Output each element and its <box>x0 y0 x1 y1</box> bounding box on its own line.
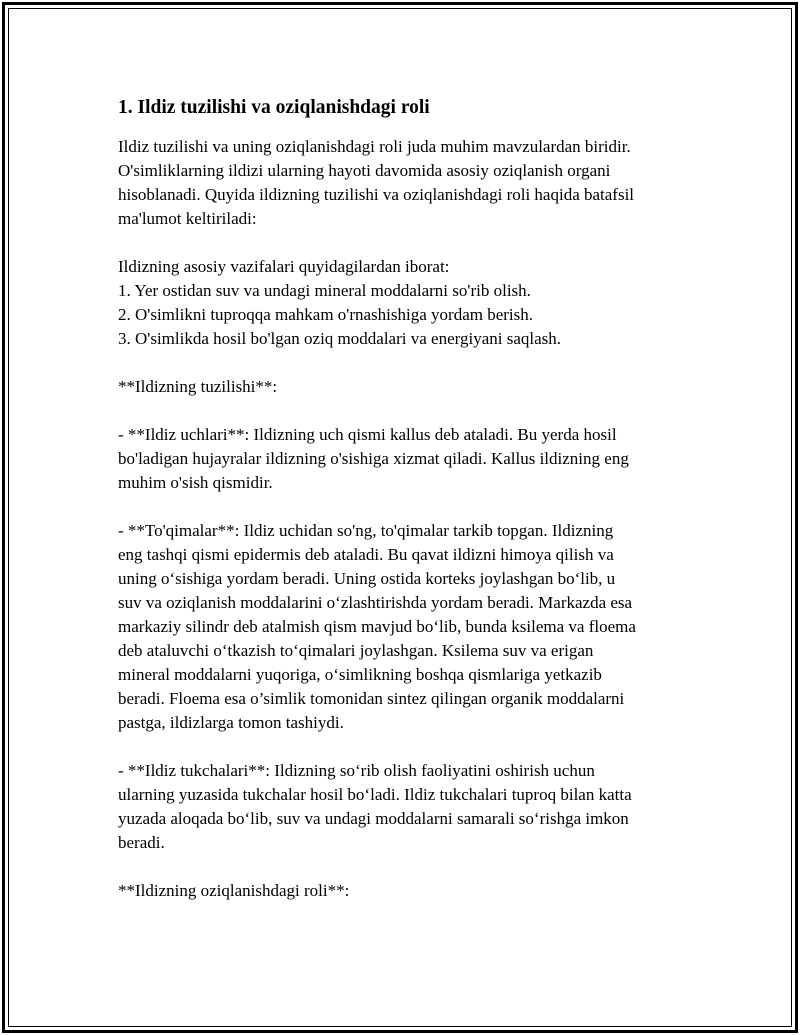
section-heading-structure <box>118 375 688 399</box>
text-line: - **Ildiz uchlari**: Ildizning uch qismi kallus deb ataladi. Bu yerda hosil <box>118 425 617 444</box>
text-line: mineral moddalarni yuqoriga, o‘simlikning boshqa qismlariga yetkazib <box>118 665 602 684</box>
text-line: beradi. Floema esa o’simlik tomonidan sintez qilingan organik moddalarni <box>118 689 625 708</box>
text-line: Ildiz tuzilishi va uning oziqlanishdagi roli juda muhim mavzulardan biridir. <box>118 137 631 156</box>
text-line: - **To'qimalar**: Ildiz uchidan so'ng, to'qimalar tarkib topgan. Ildizning <box>118 521 614 540</box>
text-line: bo'ladigan hujayralar ildizning o'sishiga xizmat qiladi. Kallus ildizning eng <box>118 449 629 468</box>
list-item: 2. O'simlikni tuproqqa mahkam o'rnashishiga yordam berish. <box>118 305 534 324</box>
text-line: muhim o'sish qismidir. <box>118 473 273 492</box>
text-line: Ildizning asosiy vazifalari quyidagilardan iborat: <box>118 257 450 276</box>
text-line: hisoblanadi. Quyida ildizning tuzilishi va oziqlanishdagi roli haqida batafsil <box>118 185 635 204</box>
text-line: uning o‘sishiga yordam beradi. Uning ostida korteks joylashgan bo‘lib, u <box>118 569 616 588</box>
paragraph-intro <box>118 135 688 231</box>
section-heading-nutrition-role <box>118 879 688 903</box>
text-line: eng tashqi qismi epidermis deb ataladi. Bu qavat ildizni himoya qilish va <box>118 545 614 564</box>
text-line: beradi. <box>118 833 165 852</box>
text-line: pastga, ildizlarga tomon tashiydi. <box>118 713 344 732</box>
text-line: O'simliklarning ildizi ularning hayoti davomida asosiy oziqlanish organi <box>118 161 611 180</box>
text-line: ularning yuzasida tukchalar hosil bo‘ladi. Ildiz tukchalari tuproq bilan katta <box>118 785 632 804</box>
document-body <box>118 96 688 927</box>
paragraph-root-hairs <box>118 759 688 855</box>
text-line: yuzada aloqada bo‘lib, suv va undagi moddalarni samarali so‘rishga imkon <box>118 809 629 828</box>
text-line: ma'lumot keltiriladi: <box>118 209 257 228</box>
text-line: suv va oziqlanish moddalarini o‘zlashtirishda yordam beradi. Markazda esa <box>118 593 633 612</box>
list-item: 3. O'simlikda hosil bo'lgan oziq moddalari va energiyani saqlash. <box>118 329 562 348</box>
text-line: **Ildizning oziqlanishdagi roli**: <box>118 881 350 900</box>
paragraph-root-tips <box>118 423 688 495</box>
text-line: **Ildizning tuzilishi**: <box>118 377 278 396</box>
paragraph-functions <box>118 255 688 351</box>
document-title: 1. Ildiz tuzilishi va oziqlanishdagi roli <box>118 97 430 118</box>
text-line: - **Ildiz tukchalari**: Ildizning so‘rib olish faoliyatini oshirish uchun <box>118 761 595 780</box>
text-line: deb ataluvchi o‘tkazish to‘qimalari joylashgan. Ksilema suv va erigan <box>118 641 594 660</box>
list-item: 1. Yer ostidan suv va undagi mineral moddalarni so'rib olish. <box>118 281 531 300</box>
text-line: markaziy silindr deb atalmish qism mavjud bo‘lib, bunda ksilema va floema <box>118 617 636 636</box>
paragraph-tissues <box>118 519 688 735</box>
